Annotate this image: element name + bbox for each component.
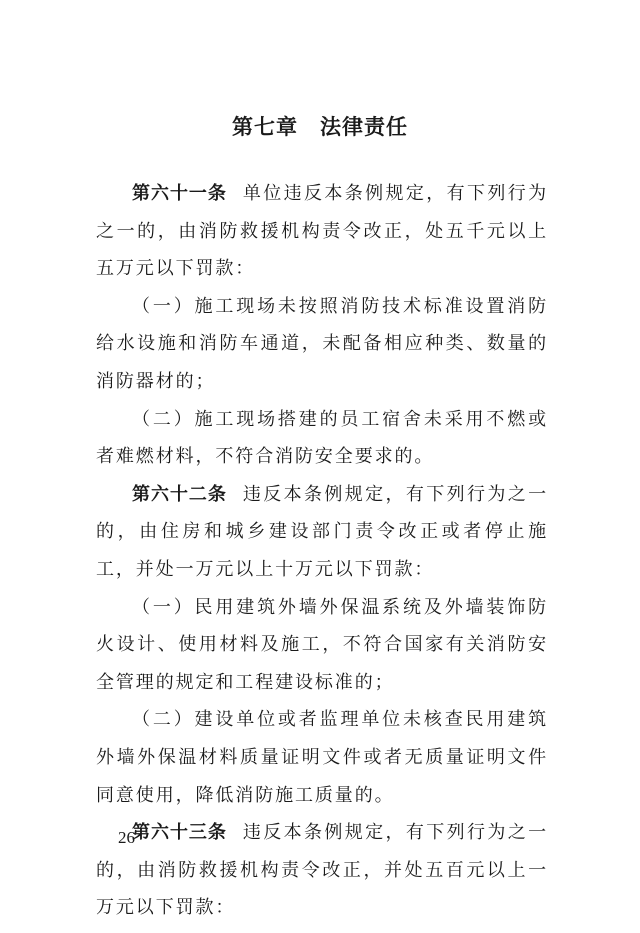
paragraph-item-62-1	[96, 589, 548, 702]
paragraph-text: （一）民用建筑外墙外保温系统及外墙装饰防火设计、使用材料及施工，不符合国家有关消防安全管理的规定和工程建设标准的；	[96, 596, 548, 693]
paragraph-article-61	[96, 175, 548, 288]
paragraph-text: 违反本条例规定，有下列行为之一的，由消防救援机构责令改正，并处五百元以上一万元以下罚款：	[96, 822, 549, 919]
chapter-title	[0, 112, 640, 142]
article-heading: 第六十二条	[132, 483, 227, 505]
paragraph-item-61-1	[96, 288, 548, 401]
article-heading: 第六十三条	[132, 822, 227, 844]
paragraph-text: （一）施工现场未按照消防技术标准设置消防给水设施和消防车通道，未配备相应种类、数量的消防器材的；	[96, 295, 548, 392]
paragraph-text: （二）建设单位或者监理单位未核查民用建筑外墙外保温材料质量证明文件或者无质量证明文件同意使用，降低消防施工质量的。	[96, 709, 548, 806]
paragraph-article-63	[96, 814, 548, 927]
article-heading: 第六十一条	[132, 183, 227, 204]
page-number: 26	[118, 828, 135, 847]
paragraph-text: （二）施工现场搭建的员工宿舍未采用不燃或者难燃材料，不符合消防安全要求的。	[96, 408, 548, 468]
paragraph-item-62-2	[96, 701, 548, 814]
paragraph-text: 单位违反本条例规定，有下列行为之一的，由消防救援机构责令改正，处五千元以上五万元以下罚款：	[96, 183, 549, 280]
body-text	[96, 175, 548, 927]
chapter-name: 法律责任	[320, 115, 408, 139]
chapter-number: 第七章	[232, 115, 298, 139]
paragraph-article-62	[96, 476, 548, 589]
paragraph-item-61-2	[96, 401, 548, 476]
paragraph-text: 违反本条例规定，有下列行为之一的，由住房和城乡建设部门责令改正或者停止施工，并处一万元以上十万元以下罚款：	[96, 483, 549, 580]
